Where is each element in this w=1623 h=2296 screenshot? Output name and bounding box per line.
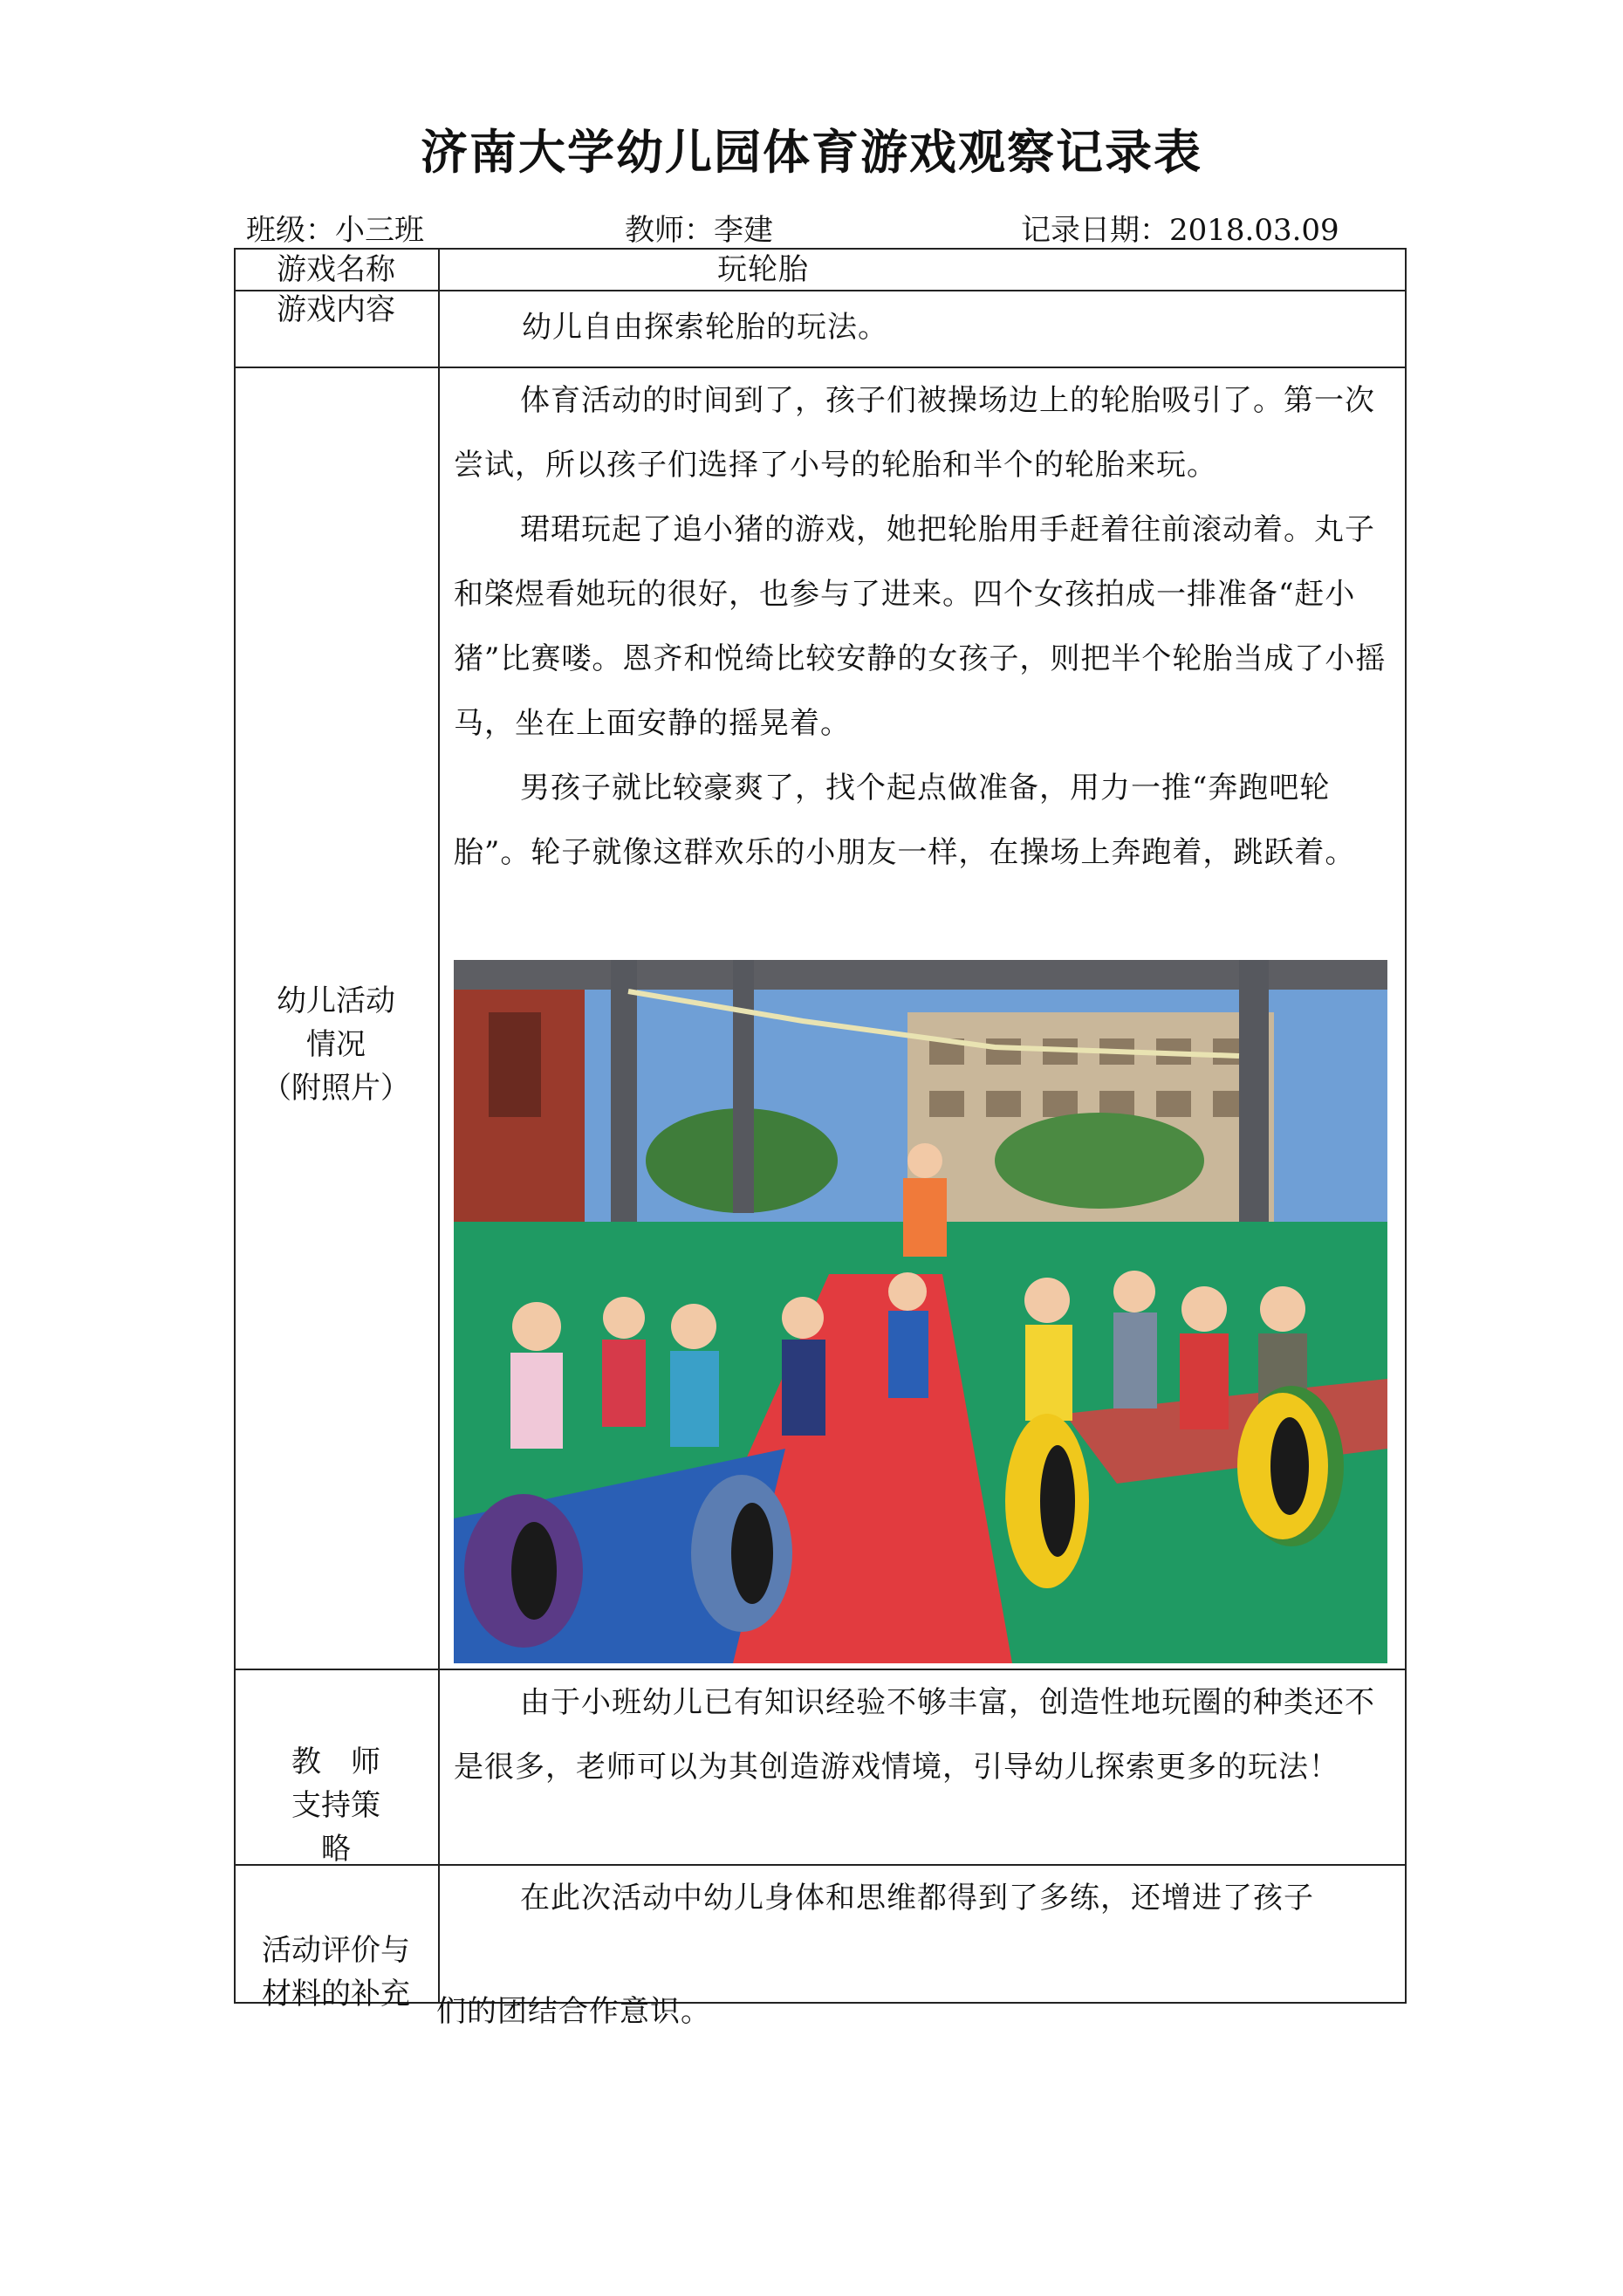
game-content-label: 游戏内容 xyxy=(277,292,395,327)
evaluation-text-overflow: 们的团结合作意识。 xyxy=(436,1994,711,2029)
evaluation-text xyxy=(454,1866,1389,1930)
evaluation-label-line: 材料的补充 xyxy=(262,1977,410,2012)
support-paragraph: 由于小班幼儿已有知识经验不够丰富，创造性地玩圈的种类还不是很多，老师可以为其创造游戏情境，引导幼儿探索更多的玩法！ xyxy=(454,1685,1375,1785)
game-content-value: 幼儿自由探索轮胎的玩法。 xyxy=(522,310,888,345)
record-date-value: 2018.03.09 xyxy=(1169,213,1339,248)
evaluation-label-line: 活动评价与 xyxy=(262,1933,410,1968)
game-name-label: 游戏名称 xyxy=(277,252,395,287)
evaluation-label xyxy=(234,1929,438,2016)
activity-label xyxy=(234,979,438,1110)
teacher-label: 教师：李建 xyxy=(625,213,773,248)
activity-label-line: 幼儿活动 xyxy=(277,984,395,1018)
game-name-value: 玩轮胎 xyxy=(717,252,809,287)
activity-label-line: （附照片） xyxy=(262,1071,410,1106)
support-label-line: 支持策 xyxy=(291,1788,380,1823)
class-label: 班级：小三班 xyxy=(246,213,424,248)
activity-paragraph: 男孩子就比较豪爽了，找个起点做准备，用力一推“奔跑吧轮胎”。轮子就像这群欢乐的小朋友一样，在操场上奔跑着，跳跃着。 xyxy=(454,771,1356,870)
activity-text xyxy=(454,368,1389,885)
record-date-prefix: 记录日期： xyxy=(1021,213,1169,248)
evaluation-line: 在此次活动中幼儿身体和思维都得到了多练，还增进了孩子 xyxy=(520,1881,1314,1916)
support-label xyxy=(234,1740,438,1871)
support-label-line: 略 xyxy=(321,1832,351,1867)
activity-photo xyxy=(454,960,1387,1663)
activity-paragraph: 珺珺玩起了追小猪的游戏，她把轮胎用手赶着往前滚动着。丸子和棨煜看她玩的很好，也参与了进来。四个女孩拍成一排准备“赶小猪”比赛喽。恩齐和悦绮比较安静的女孩子，则把半个轮胎当成了小摇马，坐在上面安静的摇晃着。 xyxy=(454,512,1387,741)
record-date xyxy=(1021,206,1339,249)
activity-label-line: 情况 xyxy=(306,1027,366,1062)
page-title: 济南大学幼儿园体育游戏观察记录表 xyxy=(421,125,1202,180)
activity-paragraph: 体育活动的时间到了，孩子们被操场边上的轮胎吸引了。第一次尝试，所以孩子们选择了小号的轮胎和半个的轮胎来玩。 xyxy=(454,383,1375,483)
table-rule xyxy=(1405,248,1407,2004)
support-text xyxy=(454,1670,1389,1799)
activity-photo-illustration xyxy=(454,960,1387,1663)
support-label-line: 教 师 xyxy=(291,1744,380,1779)
table-rule xyxy=(438,248,440,2004)
